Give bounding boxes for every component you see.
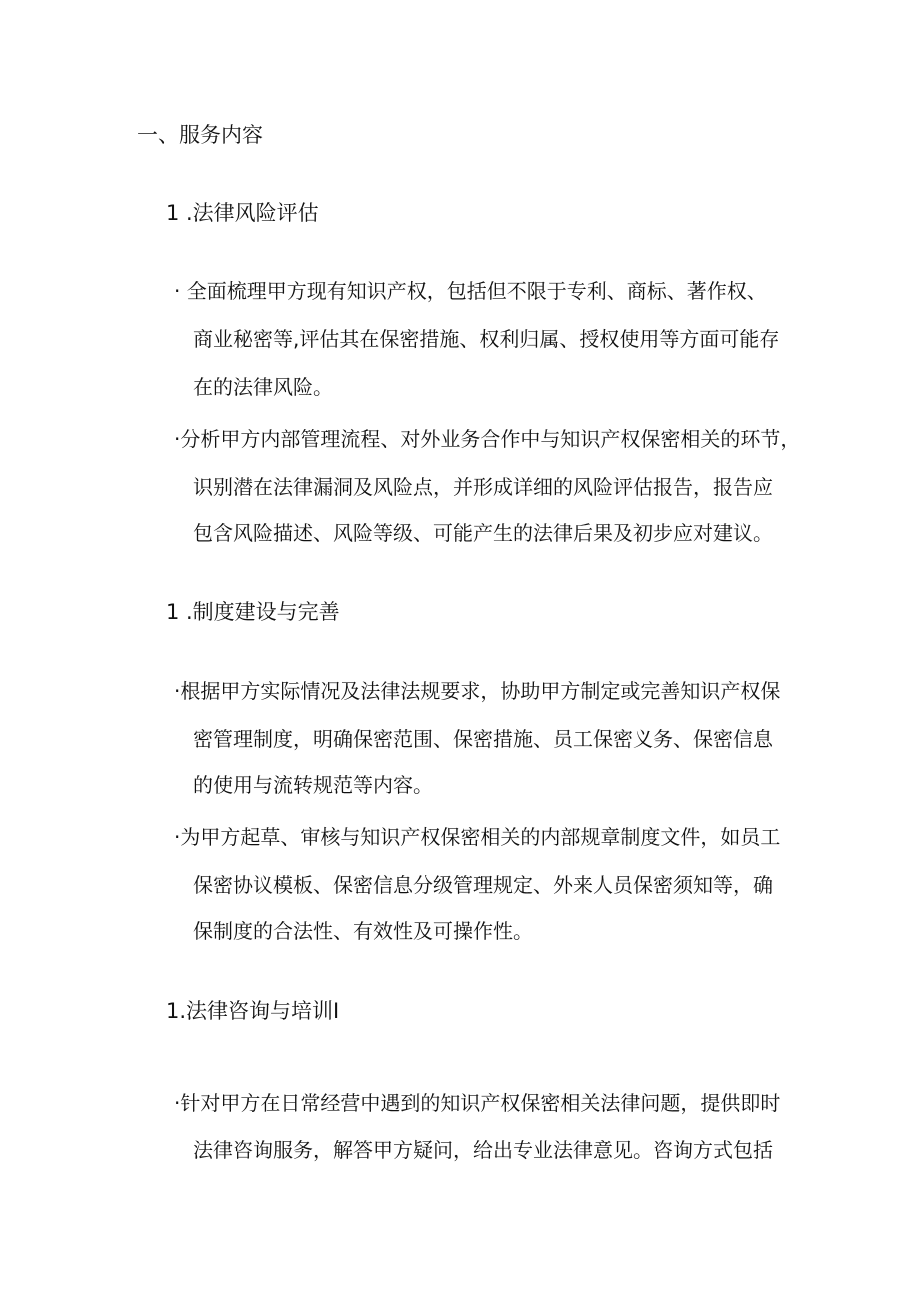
subsection-heading-risk-assessment: [166, 198, 319, 228]
subsection-title: .制度建设与完善: [186, 600, 340, 624]
subsection-number: 1: [166, 201, 180, 225]
subsection-title: .法律风险评估: [186, 201, 319, 225]
subsection-number: 1: [166, 600, 180, 624]
paragraph-line: 密管理制度，明确保密范围、保密措施、员工保密义务、保密信息: [193, 727, 773, 751]
paragraph-line: 保制度的合法性、有效性及可操作性。: [193, 919, 533, 943]
subsection-heading-system-building: [166, 597, 340, 627]
paragraph-line: 的使用与流转规范等内容。: [193, 773, 433, 797]
paragraph-line: 在的法律风险。: [193, 375, 333, 399]
section-title: 一、服务内容: [137, 123, 263, 147]
paragraph-line: 包含风险描述、风险等级、可能产生的法律后果及初步应对建议。: [193, 521, 773, 545]
paragraph-line: ·根据甲方实际情况及法律法规要求，协助甲方制定或完善知识产权保: [174, 679, 781, 703]
paragraph-line: · 全面梳理甲方现有知识产权，包括但不限于专利、商标、著作权、: [174, 279, 767, 303]
paragraph-line: ·针对甲方在日常经营中遇到的知识产权保密相关法律问题，提供即时: [174, 1091, 781, 1115]
paragraph-line: 商业秘密等,评估其在保密措施、权利归属、授权使用等方面可能存: [193, 327, 780, 351]
paragraph-line: 保密协议模板、保密信息分级管理规定、外来人员保密须知等，确: [193, 873, 773, 897]
subsection-heading-legal-consulting: 1.法律咨询与培训I: [166, 999, 340, 1023]
paragraph-line: ·为甲方起草、审核与知识产权保密相关的内部规章制度文件，如员工: [174, 825, 781, 849]
paragraph-line: ·分析甲方内部管理流程、对外业务合作中与知识产权保密相关的环节，: [174, 427, 801, 451]
paragraph-line: 法律咨询服务，解答甲方疑问，给出专业法律意见。咨询方式包括: [193, 1138, 773, 1162]
paragraph-line: 识别潜在法律漏洞及风险点，并形成详细的风险评估报告，报告应: [193, 475, 773, 499]
